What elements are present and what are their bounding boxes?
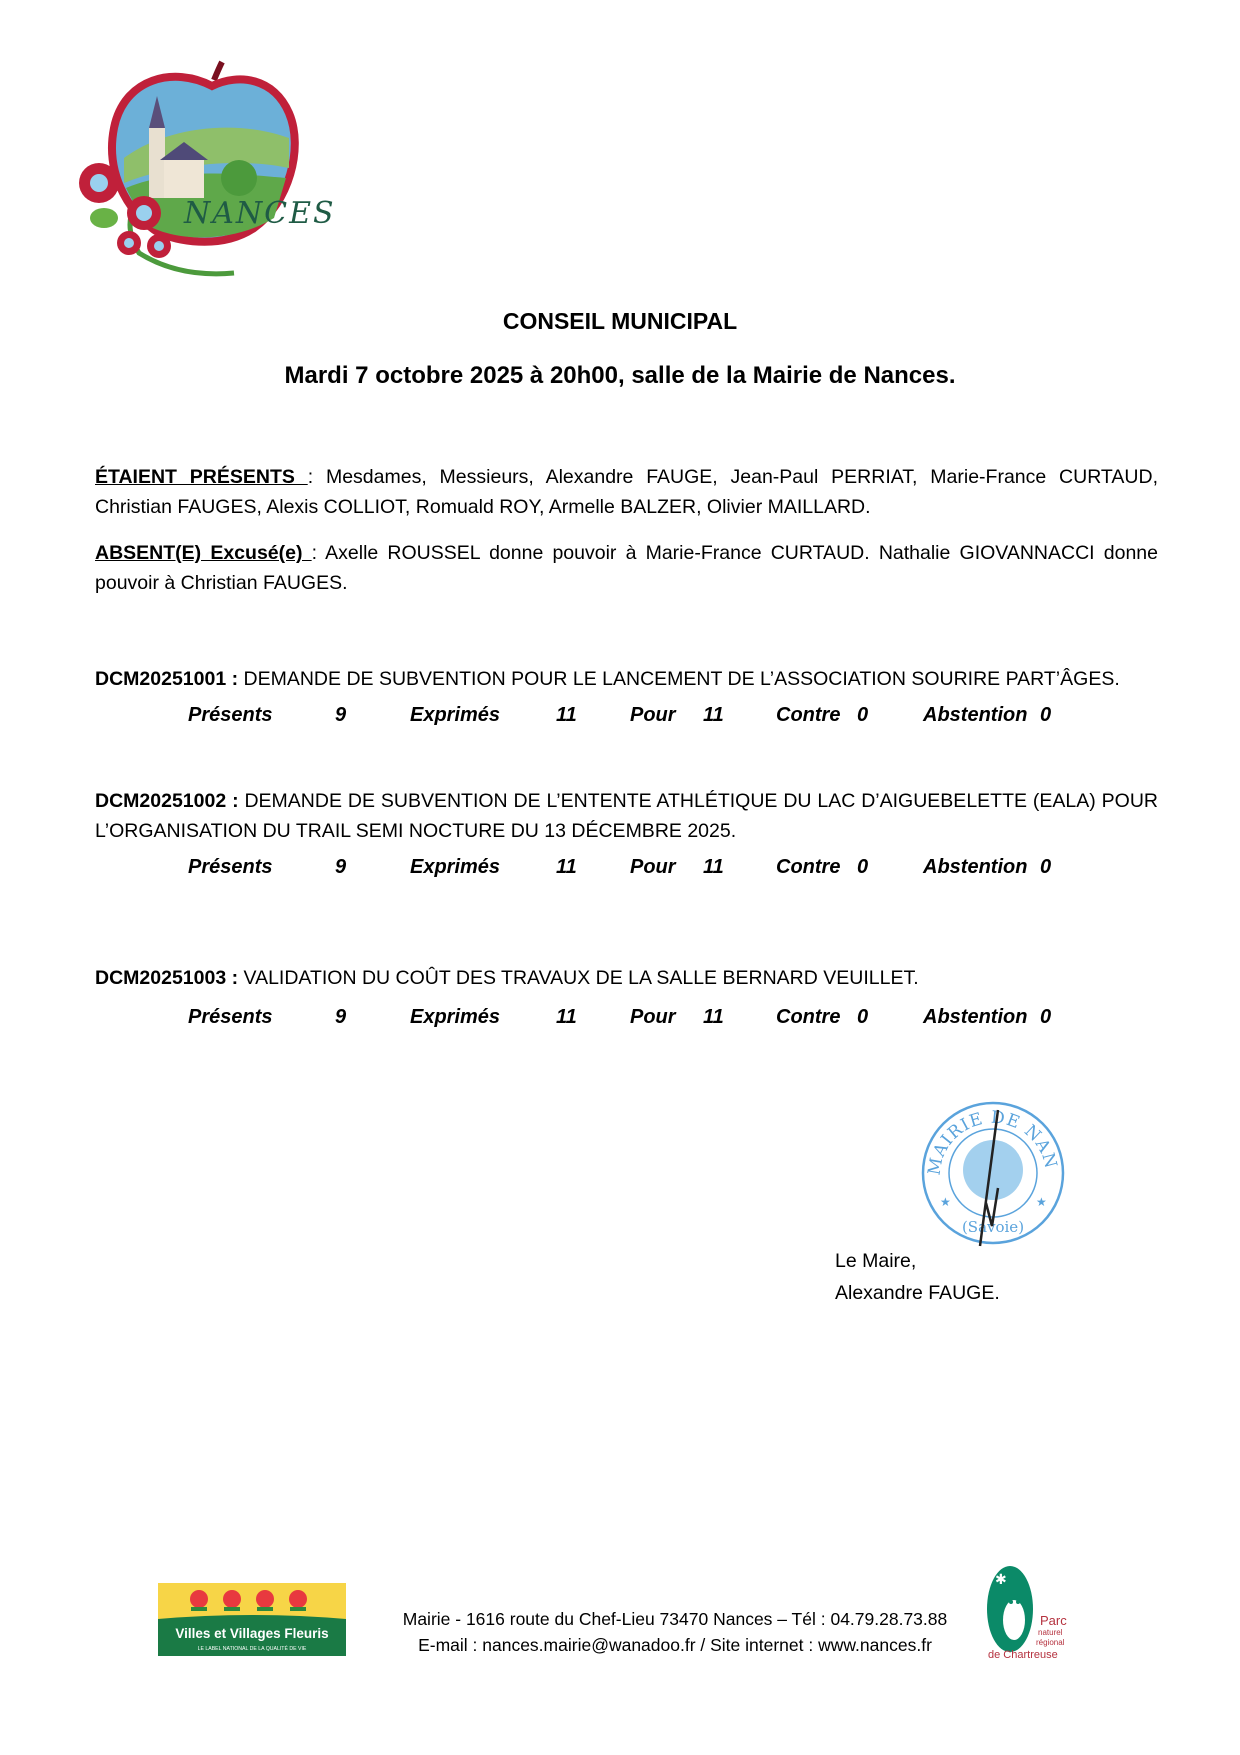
- absent-members: [95, 538, 1158, 598]
- deliberation-3: [95, 963, 1158, 993]
- contre-value: 0: [857, 1006, 869, 1028]
- abstention-label: Abstention: [923, 704, 1028, 726]
- presents-value: 9: [335, 1006, 347, 1028]
- mairie-stamp: [918, 1098, 1068, 1248]
- deliberation-1: [95, 664, 1158, 694]
- deliberation-title: VALIDATION DU COÛT DES TRAVAUX DE LA SALLE BERNARD VEUILLET.: [238, 967, 919, 989]
- vote-result-1: [0, 704, 1240, 734]
- abstention-value: 0: [1040, 704, 1052, 726]
- pour-label: Pour: [630, 856, 676, 878]
- svg-text:✱: ✱: [995, 1571, 1007, 1587]
- four-flowers-label-icon: [158, 1583, 346, 1656]
- abstention-label: Abstention: [923, 1006, 1028, 1028]
- pour-value: 11: [703, 856, 724, 878]
- pour-value: 11: [703, 704, 724, 726]
- nances-logo: [64, 58, 360, 280]
- signer-role: Le Maire,: [835, 1250, 917, 1272]
- presents-label: Présents: [188, 856, 273, 878]
- contre-label: Contre: [776, 704, 841, 726]
- footer-email-website: E-mail : nances.mairie@wanadoo.fr / Site internet : www.nances.fr: [418, 1635, 932, 1655]
- owl-park-icon: [980, 1562, 1090, 1672]
- document-title: CONSEIL MUNICIPAL: [502, 308, 738, 334]
- deliberation-code: DCM20251001 :: [95, 668, 239, 690]
- vote-result-2: [0, 856, 1240, 886]
- vvf-title: Villes et Villages Fleuris: [175, 1626, 329, 1641]
- contre-value: 0: [857, 856, 869, 878]
- abstention-value: 0: [1040, 856, 1052, 878]
- abstention-value: 0: [1040, 1006, 1052, 1028]
- signer-name: Alexandre FAUGE.: [835, 1282, 1000, 1304]
- deliberation-title: DEMANDE DE SUBVENTION POUR LE LANCEMENT DE L’ASSOCIATION SOURIRE PART’ÂGES.: [238, 668, 1120, 690]
- apple-village-logo-icon: [64, 58, 360, 280]
- deliberation-code: DCM20251002 :: [95, 790, 239, 812]
- exprimes-label: Exprimés: [410, 704, 501, 726]
- vote-result-3: [0, 1006, 1240, 1036]
- meeting-date-location: Mardi 7 octobre 2025 à 20h00, salle de la Mairie de Nances.: [284, 362, 956, 389]
- exprimes-label: Exprimés: [410, 1006, 501, 1028]
- svg-text:★: ★: [940, 1195, 951, 1209]
- footer-contact: [360, 1606, 990, 1658]
- exprimes-label: Exprimés: [410, 856, 501, 878]
- deliberation-title: DEMANDE DE SUBVENTION DE L’ENTENTE ATHLÉTIQUE DU LAC D’AIGUEBELETTE (EALA) POUR L’ORGANISATION DU TRAIL SEMI NOCTURE DU 13 DÉCEMBRE 2025.: [95, 790, 1158, 842]
- official-seal-icon: [918, 1098, 1068, 1248]
- abstention-label: Abstention: [923, 856, 1028, 878]
- vvf-subtitle: LE LABEL NATIONAL DE LA QUALITÉ DE VIE: [197, 1646, 307, 1652]
- pour-label: Pour: [630, 704, 676, 726]
- parc-chartreuse-logo: [980, 1562, 1090, 1672]
- parc-line-1: Parc: [1040, 1613, 1067, 1628]
- stamp-top-text: MAIRIE DE NAN: [924, 1107, 1061, 1177]
- exprimes-value: 11: [556, 856, 577, 878]
- deliberation-code: DCM20251003 :: [95, 967, 239, 989]
- pour-label: Pour: [630, 1006, 676, 1028]
- presents-label: Présents: [188, 1006, 273, 1028]
- deliberation-2: [95, 786, 1158, 846]
- contre-label: Contre: [776, 1006, 841, 1028]
- present-members: [95, 462, 1158, 522]
- footer-address: Mairie - 1616 route du Chef-Lieu 73470 Nances – Tél : 04.79.28.73.88: [402, 1609, 948, 1629]
- svg-text:★: ★: [1036, 1195, 1047, 1209]
- presents-value: 9: [335, 856, 347, 878]
- absent-list: : Axelle ROUSSEL donne pouvoir à Marie-France CURTAUD. Nathalie GIOVANNACCI donne pouvoir à Christian FAUGES.: [95, 542, 1158, 594]
- absent-label: ABSENT(E) Excusé(e): [95, 542, 312, 564]
- parc-line-4: de Chartreuse: [988, 1649, 1058, 1661]
- pour-value: 11: [703, 1006, 724, 1028]
- villes-villages-fleuris-logo: [158, 1583, 346, 1656]
- present-label: ÉTAIENT PRÉSENTS: [95, 466, 308, 488]
- present-list: : Mesdames, Messieurs, Alexandre FAUGE, Jean-Paul PERRIAT, Marie-France CURTAUD, Christian FAUGES, Alexis COLLIOT, Romuald ROY, Armelle BALZER, Olivier MAILLARD.: [95, 466, 1158, 518]
- exprimes-value: 11: [556, 1006, 577, 1028]
- contre-label: Contre: [776, 856, 841, 878]
- parc-line-3: régional: [1036, 1638, 1065, 1647]
- presents-label: Présents: [188, 704, 273, 726]
- contre-value: 0: [857, 704, 869, 726]
- stamp-bottom-text: (Savoie): [961, 1218, 1025, 1236]
- logo-text: NANCES: [184, 196, 336, 231]
- exprimes-value: 11: [556, 704, 577, 726]
- parc-line-2: naturel: [1038, 1628, 1063, 1637]
- presents-value: 9: [335, 704, 347, 726]
